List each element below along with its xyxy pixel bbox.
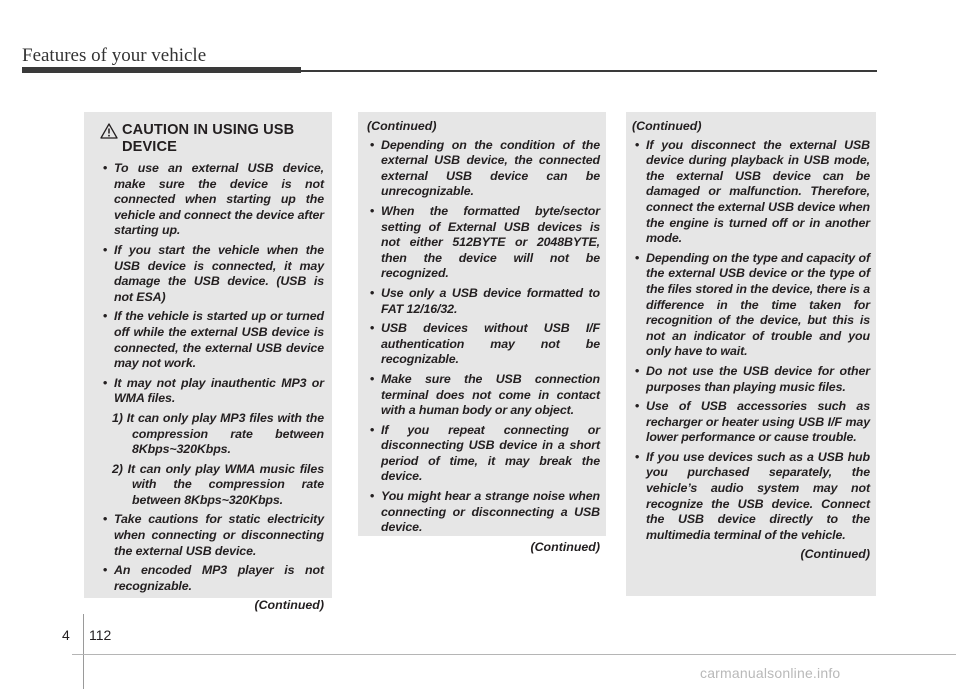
continued-label: (Continued) bbox=[530, 539, 600, 554]
caution-list bbox=[632, 138, 870, 544]
caution-box-column-1 bbox=[84, 112, 332, 613]
list-item: • If you disconnect the external USB device during playback in USB mode, the external USB device can be damaged or malfunction. Therefore, connect the external USB device when the engine is turned off or in another mode. bbox=[632, 138, 870, 247]
list-item: • Make sure the USB connection terminal does not come in contact with a human body or any object. bbox=[367, 372, 600, 419]
header-rule-thick bbox=[22, 67, 301, 73]
caution-box-column-2 bbox=[358, 112, 606, 554]
page-number: 112 bbox=[89, 627, 112, 643]
list-item: • You might hear a strange noise when connecting or disconnecting a USB device. bbox=[367, 489, 600, 536]
sub-list-item: 2) It can only play WMA music files with the compression rate between 8Kbps~320Kbps. bbox=[112, 461, 324, 507]
list-item: • It may not play inauthentic MP3 or WMA files. bbox=[100, 376, 324, 407]
list-item: • Do not use the USB device for other purposes than playing music files. bbox=[632, 364, 870, 395]
list-item: • Use of USB accessories such as recharger or heater using USB I/F may lower performance or cause trouble. bbox=[632, 399, 870, 446]
list-item: • When the formatted byte/sector setting of External USB devices is not either 512BYTE or 2048BYTE, then the device will not be recognized. bbox=[367, 204, 600, 282]
caution-box-column-3 bbox=[626, 112, 876, 596]
list-item: • An encoded MP3 player is not recognizable. bbox=[100, 563, 324, 594]
footer-horizontal-rule bbox=[72, 654, 956, 655]
caution-heading bbox=[100, 122, 324, 156]
warning-triangle-icon bbox=[100, 123, 118, 139]
footer-vertical-rule bbox=[83, 614, 84, 689]
list-item: • Depending on the condition of the external USB device, the connected external USB device can be unrecognizable. bbox=[367, 138, 600, 200]
continued-top-label: (Continued) bbox=[367, 119, 437, 133]
caution-list bbox=[367, 138, 600, 536]
list-item: • To use an external USB device, make sure the device is not connected when starting up the vehicle and connect the device after starting up. bbox=[100, 161, 324, 239]
list-item: • If you repeat connecting or disconnecting USB device in a short period of time, it may break the device. bbox=[367, 423, 600, 485]
list-item: • Use only a USB device formatted to FAT 12/16/32. bbox=[367, 286, 600, 317]
list-item: • If you start the vehicle when the USB device is connected, it may damage the USB device. (USB is not ESA) bbox=[100, 243, 324, 305]
header-rule-thin bbox=[301, 70, 877, 72]
caution-list bbox=[100, 161, 324, 594]
watermark-text: carmanualsonline.info bbox=[700, 665, 841, 681]
continued-label: (Continued) bbox=[254, 598, 324, 613]
continued-label: (Continued) bbox=[800, 547, 870, 562]
list-item: • Depending on the type and capacity of the external USB device or the type of the files stored in the device, there is a difference in the time taken for recognition of the device, but this is not an indicator of trouble and you only have to wait. bbox=[632, 251, 870, 360]
sub-list-item: 1) It can only play MP3 files with the compression rate between 8Kbps~320Kbps. bbox=[112, 410, 324, 457]
caution-title: CAUTION IN USING USB DEVICE bbox=[122, 122, 295, 155]
list-item: • USB devices without USB I/F authentication may not be recognizable. bbox=[367, 321, 600, 368]
list-item: • Take cautions for static electricity when connecting or disconnecting the external USB device. bbox=[100, 512, 324, 559]
continued-top-label: (Continued) bbox=[632, 119, 702, 133]
list-item: • If you use devices such as a USB hub you purchased separately, the vehicle’s audio system may not recognize the USB device. Connect the USB device directly to the multimedia terminal of the vehicle. bbox=[632, 450, 870, 544]
page-header-title: Features of your vehicle bbox=[22, 45, 207, 66]
list-item: • If the vehicle is started up or turned off while the external USB device is connected, the external USB device may not work. bbox=[100, 309, 324, 371]
section-number: 4 bbox=[62, 627, 70, 643]
